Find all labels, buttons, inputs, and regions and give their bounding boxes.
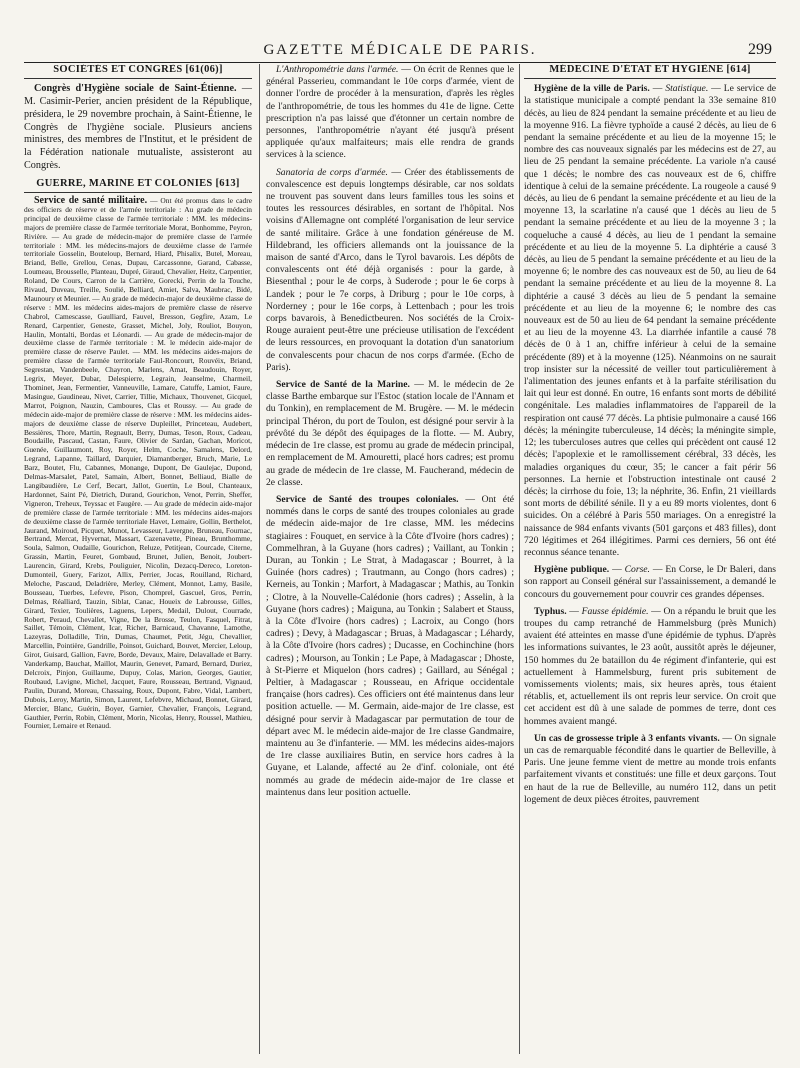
article-body: — M. Casimir-Perier, ancien président de la République, présidera, le 29 novembre prochain, à Saint-Étienne, le Congrès de l'hygiène sociale. Plusieurs anciens ministres, des membres de l'Institut, et le président de la Fédération nationale mutualiste, assisteront au Congrès.: [24, 83, 252, 171]
article-grossesse-triple: [524, 733, 776, 806]
article-sante-marine: [266, 379, 514, 489]
section-heading-medecine-etat: MÉDECINE D'ÉTAT ET HYGIÈNE [614]: [524, 64, 776, 79]
article-anthropometrie: [266, 64, 514, 162]
column-right: [524, 64, 776, 1054]
article-heading: Congrès d'Hygiène sociale de Saint-Étienne.: [34, 83, 237, 95]
article-body: — Créer des établissements de convalescence est depuis longtemps désirable, car nos soldats ne trouvent pas souvent dans leurs familles tous les soins et toutes les ressources désirables, en sortant de l'hôpital. Nos voisins d'Allemagne ont complété l'organisation de leur service de santé militaire. Grâce à une fondation généreuse de M. Hildebrand, les officiers allemands ont la jouissance de la maison de santé d'Arco, dans le Tyrol bavarois. Les dépôts de convalescents ont été déjà organisés : pour la garde, à Biesenthal ; pour le 4e corps, à Suderode ; pour le 6e corps à Landek ; pour le 7e corps, à Driburg ; pour le 10e corps, à Norderney ; pour le 16e corps, à Lettenbach ; pour les trois corps bavarois, à Benedictbeuren. Nos sociétés de la Croix-Rouge auraient peut-être une précieuse utilisation de l'excédent de leurs ressources, en provoquant la dotation d'un sanatorium de convalescents pour chacun de nos corps d'armée. (Echo de Paris).: [266, 166, 514, 373]
journal-title: GAZETTE MÉDICALE DE PARIS.: [263, 42, 537, 58]
article-congres: [24, 83, 252, 173]
column-middle: [266, 64, 514, 1054]
article-body: — Ont été promus dans le cadre des officiers de réserve et de l'armée territoriale : Au grade de médecin principal de deuxième classe de l'armée territoriale : MM. les médecins-majors de première classe de l'armée territoriale Morat, Bonhomme, Peyron, Rivière. — Au grade de médecin-major de première classe de l'armée territoriale : MM. les médecins-majors de deuxième classe de l'armée territoriale Gosselin, Bouteloup, Bernard, Hiard, Phisalix, Butel, Moreau, Briand, Belle, Grellou, Cenas, Dupau, Carcassonne, Garand, Cabasse, Loumeau, Brousselle, Planteau, Dupré, Giraud, Chevalier, Heitz, Carpentier, Roland, De Cours, Carron de la Carrière, Gorecki, Perrin de la Touche, Rivaud, Duveau, Treille, Soulié, Belliard, Amiet, Salva, Maubrac, Bidé, Maunoury et Meunier. — Au grade de médecin-major de deuxième classe de réserve : MM. les médecins aides-majors de première classe de réserve Chabrol, Camescasse, Gaulliard, Fauvel, Bresson, Gegfire, Azam, Le Renard, Carpentier, Geneste, Grasset, Michel, Joly, Rouliot, Bouyon, Haulin, Montalti, Bordas et Léonardi. — Au grade de médecin-major de deuxième classe de l'armée territoriale : M. le médecin aide-major de première classe de réserve Paulet. — MM. les médecins aides-majors de première classe de l'armée territoriale Faul-Roncourt, Rouvéix, Briand, Segrestan, Vandenbeele, Chayron, Marlens, Amat, Beaudouin, Royer, Legrix, Meyer, Dubar, Delespierre, Legrain, Jeanselme, Charmeil, Thominet, Jean, Fermentier, Vanneuville, Lamare, Catuffe, Lamiot, Faure, Masingue, Gaudineau, Nivet, Carrier, Tillie, Michaux, Thouvenet, Gicquel, Marrot, Poignon, Nauzin, Camboures, Clas et Roussy. — Au grade de médecin aide-major de première classe de réserve : MM. les médecins aides-majors de deuxième classe de réserve Dupleillet, Princeteau, Audebert, Bessières, Thore, Martin, Regnault, Berry, Dumas, Teson, Roux, Cadeau, Boudaille, Pascaud, Castan, Faure, Olivier de Sardan, Gachan, Moricot, Guenée, Guillaumont, Roy, Royer, Helm, Coche, Samalens, Delord, Legrand, Lapanne, Taillard, Darquier, Diamantberger, Bruch, Marie, Le Barz, Boutet, Flu, Cabannes, Monange, Dupont, De Gaulejac, Dupond, Delmas-Marsalet, Patel, Samain, Albert, Bonnet, Belliaud, Bialle de Langibaudière, Le Cerf, Becart, Jallot, Guertin, Le Boul, Chanteaux, Hardonnet, Saint Pé, Dietrich, Durand, Gourichon, Venot, Perrin, Sheffer, Vigneron, Treheux, Teyssac et Faugère. — Au grade de médecin aide-major de première classe de l'armée territoriale : MM. les médecins aides-majors de deuxième classe de l'armée territoriale Havet, Lemaire, Gollin, Berthelot, Jaurand, Moiroud, Picquet, Munot, Levasseur, Lavergne, Bruneau, Fournac, Bertrand, Mercat, Hyvernat, Massart, Cazenavette, Pineau, Brunthomme, Soula, Salmon, Oudaille, Gourichon, Reluze, Petitjean, Courcade, Citerne, Grassin, Martin, Feuret, Gombaud, Brunet, Julien, Benoit, Joubert-Laurencin, Girard, Krebs, Pouliguier, Nicolin, Dezacq-Dereco, Loreton-Dumonteil, Guery, Farizot, Allix, Perrier, Jocas, Rouilland, Richard, Meloche, Pascaud, Deladrière, Merley, Clément, Monnot, Lamy, Basile, Bousseau, Tuerbes, Lefevre, Pison, Chomprel, Gascuel, Gros, Perrin, Delmas, Réalliard, Tauzin, Siblat, Canac, Houeix de Labrousse, Gilles, Girard, Texier, Toulières, Laguens, Lepers, Medail, Dulout, Courrade, Robert, Peraud, Chevallet, Vigne, De la Brosse, Teulon, Fasquel, Fitrat, Saillet, Témoin, Clément, Icar, Richer, Barnicaud, Chavanne, Lamothe, Lazeyras, Dolladille, Trin, Dumas, Chaumet, Petit, Jégu, Chevallier, Marcellin, Pointière, Gandrille, Poinsot, Guichard, Bouvet, Mercier, Leloup, Girot, Guisard, Gallion, Favre, Borde, Devaux, Maire, Delavallade et Barry.: [24, 195, 252, 660]
column-left: [24, 64, 252, 1054]
article-heading: Hygiène de la ville de Paris.: [534, 83, 650, 95]
article-hygiene-publique: Hygiène publique. — Corse. — En Corse, le Dr Baleri, dans son rapport au Conseil général sur l'assainissement, a demandé le concours du gouvernement pour couvrir ces grandes dépenses.: [524, 564, 776, 600]
article-body: — En Corse, le Dr Baleri, dans son rapport au Conseil général sur l'assainissement, a demandé le concours du gouvernement pour couvrir ces grandes dépenses.: [524, 564, 776, 600]
column-divider-1: [259, 64, 260, 1054]
article-subheading: Fausse épidémie.: [581, 605, 649, 617]
article-heading: Service de santé militaire.: [34, 194, 148, 206]
article-heading: Un cas de grossesse triple à 3 enfants vivants.: [534, 732, 720, 744]
article-heading: Service de Santé des troupes coloniales.: [276, 493, 459, 505]
article-body: — M. le médecin de 2e classe Barthe embarque sur l'Estoc (station locale de l'Annam et du Tonkin), en remplacement de M. Brugère. — M. le médecin principal Théron, du port de Toulon, est désigné pour servir à la prévôté du 3e dépôt des équipages de la flotte. — M. Aubry, médecin de 1re classe, est promu au grade de médecin principal, en remplacement de M. Amouretti, placé hors cadres; est promu au grade de médecin de 1re classe, M. Faucherand, médecin de 2e classe.: [266, 379, 514, 488]
article-body: — On signale un cas de remarquable fécondité dans le quartier de Belleville, à Paris. Une jeune femme vient de mettre au monde trois enfants parfaitement vivants et constitués: une fille et deux garçons. Tout en haut de la rue de Belleville, au numéro 112, dans un petit logement de deux pièces étroites, pauvrement: [524, 732, 776, 805]
column-divider-2: [519, 64, 520, 1054]
article-subheading: Statistique.: [665, 83, 709, 95]
page-header: [24, 40, 776, 63]
article-body: — On a répandu le bruit que les troupes du camp retranché de Hammelsburg (près Munich) avaient été atteintes en masse d'une épidémie de typhus. D'après les informations suivantes, le 23 août, aussitôt après le déjeuner, 150 hommes du 2e bataillon du 4e régiment d'infanterie, qui est actuellement à Hammelsburg, furent pris subitement de vomissements violents; mais, six heures après, tous étaient rétablis, et, actuellement ils ont repris leur service. On croit que cet accident est dû à une salade de pommes de terre, dont ces hommes avaient mangé.: [524, 605, 776, 727]
article-body: — Ont été nommés dans le corps de santé des troupes coloniales au grade de médecin aide-major de 1re classe, MM. les médecins stagiaires : Fouquet, en service à la Côte d'Ivoire (hors cadres) ; Commelhran, à la Guyane (hors cadres) ; Vaillant, au Tonkin ; Duran, au Tonkin ; Le Strat, à Madagascar ; Bourret, à la Guinée (hors cadres) ; Trautmann, au Congo (hors cadres) ; Kerneis, au Tonkin ; Marfort, à Madagascar ; Mathis, au Tonkin ; Clotre, à la Nouvelle-Calédonie (hors cadres) ; Asselin, à la Guyane (hors cadres) ; Maiguna, au Tonkin ; Salabert et Stauss, à la Côte d'Ivoire (hors cadres) ; Lacroix, au Congo (hors cadres) ; Devy, à Madagascar ; Bruas, à Madagascar ; Léhardy, à la Côte d'Ivoire (hors cadres) ; Ducasse, en Cochinchine (hors cadres) ; Mourson, au Tonkin ; Le Pape, à Madagascar ; Dhoste, à St-Pierre et Miquelon (hors cadres) ; Gaillard, au Sénégal ; Peltier, à Madagascar ; Rousseau, en Afrique occidentale française (hors cadres). Ces officiers ont été maintenus dans leur position actuelle. — M. Germain, aide-major de 1re classe, est désigné pour servir à Madagascar par permutation de tour de départ avec M. le médecin aide-major de 1re classe Gandmaire, maintenu au 3e d'infanterie. — MM. les médecins aides-majors de 1re classe auxiliaires Butin, en service hors cadres à la Guyane, et Lalande, affecté au 2e d'inf. coloniale, ont été nommés au grade de médecin aide-major de 1re classe et maintenus dans leur position actuelle.: [266, 493, 514, 798]
article-subheading: Corse.: [624, 564, 650, 576]
page-number: 299: [748, 41, 772, 58]
article-typhus: Typhus. — Fausse épidémie. — On a répandu le bruit que les troupes du camp retranché de Hammelsburg (près Munich) avaient été atteintes en masse d'une épidémie de typhus. D'après les informations suivantes, le 23 août, aussitôt après le déjeuner, 150 hommes du 2e bataillon du 4e régiment d'infanterie, qui est actuellement à Hammelsburg, furent pris subitement de vomissements violents; mais, six heures après, tous étaient rétablis, et, actuellement ils ont repris leur service. On croit que cet accident est dû à une salade de pommes de terre, dont ces hommes avaient mangé.: [524, 605, 776, 727]
article-hygiene-paris: Hygiène de la ville de Paris. — Statistique. — Le service de la statistique municipale a compté pendant la 33e semaine 810 décès, au lieu de 824 pendant la semaine précédente et au lieu de la moyenne 916. La fièvre typhoïde a causé 2 décès, au lieu de 6 pendant la semaine précédente et au lieu de la moyenne 15; le nombre des cas nouveaux signalés par les médecins est de 27, au lieu de 25 pendant la semaine précédente. La variole n'a causé que 1 décès; le nombre des cas nouveaux est de 6, chiffre identique à celui de la semaine précédente. La rougeole a causé 9 décès, au lieu de 6 pendant la semaine précédente et au lieu de la moyenne 13, la scarlatine n'a causé que 1 décès au lieu de 5 pendant la semaine précédente et au lieu de la moyenne 3 ; la coqueluche a causé 4 décès, au lieu de 1 pendant la semaine précédente et au lieu de la moyenne 5. La diphtérie a causé 3 décès, au lieu de 5 pendant la semaine précédente et au lieu de la moyenne 6; le nombre des cas nouveaux est de 50, au lieu de 64 pendant la semaine précédente et au lieu de la moyenne 8. La diphtérie a causé 3 décès au lieu de 5 pendant la semaine précédente et au lieu de la moyenne 6; le nombre des cas nouveaux est de 50 au lieu de 64 pendant la semaine précédente et au lieu de la moyenne 43. La diarrhée infantile a causé 78 décès de 0 à 1 an, chiffre inférieur à celui de la semaine précédente (89) et à la moyenne (125). Néanmoins on ne saurait trop insister sur la nécessité de veiller tout particulièrement à l'alimentation des jeunes enfants et à la parfaite stérilisation du lait qui leur est donné. En outre, 16 enfants sont morts de débilité congénitale. Les maladies inflammatoires de l'appareil de la respiration ont causé 77 décès. La phtisie pulmonaire a causé 166 décès; la méningite tuberculeuse, 14 décès; la méningite simple, 12; les tuberculoses autres que celles qui précèdent ont causé 12 décès; l'apoplexie et le ramollissement cérébral, 33 décès, les maladies organiques du cœur, 35; le cancer a fait périr 56 personnes. La hernie et l'obstruction intestinale ont causé 2 décès; la cirrhose du foie, 13; la néphrite, 36. Enfin, 21 vieillards sont morts de débilité sénile. Il y a eu 89 morts violentes, dont 6 suicides. On a célébré à Paris 550 mariages. On a enregistré la naissance de 984 enfants vivants (501 garçons et 483 filles), dont 720 légitimes et 264 illégitimes. Parmi ces derniers, 56 ont été reconnus séance tenante.: [524, 83, 776, 558]
section-heading-societes: SOCIÉTÉS ET CONGRÈS [61(06)]: [24, 64, 252, 79]
article-heading: Service de Santé de la Marine.: [276, 379, 410, 391]
section-heading-guerre: GUERRE, MARINE ET COLONIES [613]: [24, 178, 252, 193]
article-body: — On écrit de Rennes que le général Passerieu, commandant le 10e corps d'armée, vient de donner l'ordre de procéder à la mensuration, d'après les règles de l'anthropométrie, de tous les hommes du 41e de ligne. Cette prescription n'a pas laissé que d'étonner un certain nombre de personnes, l'anthropométrie n'ayant été jusqu'à présent appliquée qu'aux malfaiteurs; mais elle rendra de grands services à la science.: [266, 64, 514, 161]
article-service-sante-militaire: [24, 194, 252, 731]
article-heading: Typhus.: [534, 605, 567, 617]
article-heading: Hygiène publique.: [534, 564, 610, 576]
article-heading: Sanatoria de corps d'armée.: [276, 166, 388, 178]
article-troupes-coloniales: [266, 494, 514, 799]
article-body-continued: Vanderkamp, Bauchat, Maillot, Maurin, Genevet, Pamard, Bernard, Duriez, Delcroix, Pinjon, Guillaume, Dupuy, Colas, Marion, Georges, Gautier, Roubaud, Lavigne, Michel, Jacquet, Faure, Rousseau, Bertrand, Vignaud, Paulin, Durand, Moreau, Chassaing, Roux, Dupont, Fabre, Vidal, Lambert, Dubois, Leroy, Martin, Simon, Laurent, Lefebvre, Michaud, Bonnet, Girard, Mercier, Blanc, Guérin, Boyer, Garnier, Chevalier, François, Legrand, Gauthier, Perrin, Robin, Clément, Morin, Nicolas, Henry, Roussel, Mathieu, Fournier, Lemaire et Renaud.: [24, 659, 252, 731]
article-sanatoria: [266, 167, 514, 374]
article-body: — Le service de la statistique municipale a compté pendant la 33e semaine 810 décès, au lieu de 824 pendant la semaine précédente et au lieu de la moyenne 916. La fièvre typhoïde a causé 2 décès, au lieu de 6 pendant la semaine précédente et au lieu de la moyenne 15; le nombre des cas nouveaux signalés par les médecins est de 27, au lieu de 25 pendant la semaine précédente. La variole n'a causé que 1 décès; le nombre des cas nouveaux est de 6, chiffre identique à celui de la semaine précédente. La rougeole a causé 9 décès, au lieu de 6 pendant la semaine précédente et au lieu de la moyenne 13, la scarlatine n'a causé que 1 décès au lieu de 5 pendant la semaine précédente et au lieu de la moyenne 3 ; la coqueluche a causé 4 décès, au lieu de 1 pendant la semaine précédente et au lieu de la moyenne 5. La diphtérie a causé 3 décès, au lieu de 5 pendant la semaine précédente et au lieu de la moyenne 6; le nombre des cas nouveaux est de 50, au lieu de 64 pendant la semaine précédente et au lieu de la moyenne 8. La diphtérie a causé 3 décès au lieu de 5 pendant la semaine précédente et au lieu de la moyenne 6; le nombre des cas nouveaux est de 50 au lieu de 64 pendant la semaine précédente et au lieu de la moyenne 43. La diarrhée infantile a causé 78 décès de 0 à 1 an, chiffre inférieur à celui de la semaine précédente (89) et à la moyenne (125). Néanmoins on ne saurait trop insister sur la nécessité de veiller tout particulièrement à l'alimentation des jeunes enfants et à la parfaite stérilisation du lait qui leur est donné. En outre, 16 enfants sont morts de débilité congénitale. Les maladies inflammatoires de l'appareil de la respiration ont causé 77 décès. La phtisie pulmonaire a causé 166 décès; la méningite tuberculeuse, 14 décès; la méningite simple, 12; les tuberculoses autres que celles qui précèdent ont causé 12 décès; l'apoplexie et le ramollissement cérébral, 33 décès, les maladies organiques du cœur, 35; le cancer a fait périr 56 personnes. La hernie et l'obstruction intestinale ont causé 2 décès; la cirrhose du foie, 13; la néphrite, 36. Enfin, 21 vieillards sont morts de débilité sénile. Il y a eu 89 morts violentes, dont 6 suicides. On a célébré à Paris 550 mariages. On a enregistré la naissance de 984 enfants vivants (501 garçons et 483 filles), dont 720 légitimes et 264 illégitimes. Parmi ces derniers, 56 ont été reconnus séance tenante.: [524, 83, 776, 558]
article-heading: L'Anthropométrie dans l'armée.: [276, 64, 399, 75]
